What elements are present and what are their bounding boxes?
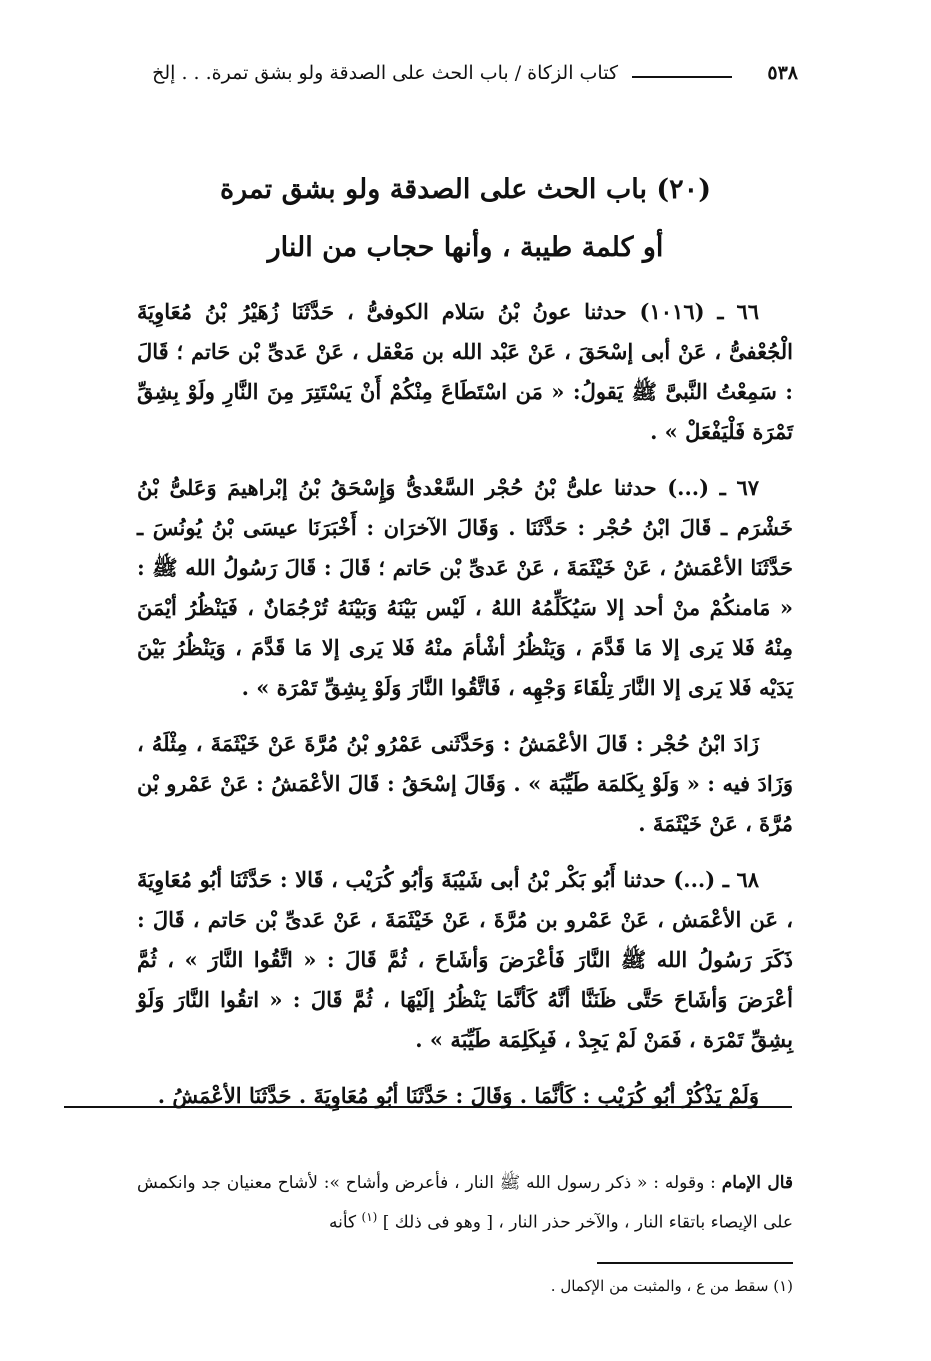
footnote-reference: (١): [361, 1210, 378, 1224]
hadith-body: [137, 292, 793, 1132]
footnote: (١) سقط من ع ، والمثبت من الإكمال .: [550, 1277, 793, 1295]
chapter-title-line-1: (٢٠) باب الحث على الصدقة ولو بشق تمرة: [220, 174, 711, 205]
hadith-68-closing: وَلَمْ يَذْكُرْ أبُو كُرَيْب : كَأنَّمَا . وَقَالَ : حَدَّثَنَا أبُو مُعَاوِيَةَ . حَدَّثَنَا الأعْمَشُ .: [157, 1083, 759, 1108]
commentary-text: : وقوله : « ذكر رسول الله ﷺ النار ، فأعرض وأشاح »: لأشاح معنيان جد وانكمش على الإيصاء باتقاء النار ، والآخر حذر النار ، [ وهو فى ذلك ]: [137, 1173, 793, 1233]
hadith-66: ٦٦ ـ (١٠١٦) حدثنا عونُ بْنُ سَلام الكوفىُّ ، حَدَّثَنَا زُهَيْرُ بْنُ مُعَاوِيَةَ الْجُعْفىُّ ، عَنْ أبى إسْحَقَ ، عَنْ عَبْد الله بن مَعْقل ، عَنْ عَدىِّ بْن حَاتم ؛ قَالَ : سَمِعْتُ النَّبىَّ ﷺ يَقولُ: « مَن اسْتَطَاعَ مِنْكُمْ أَنْ يَسْتَتِرَ مِنَ النَّارِ ولَوْ بِشِقِّ تَمْرَة فَلْيَفْعَلْ » .: [137, 299, 793, 444]
commentary-label: قال الإمام: [721, 1173, 793, 1193]
hadith-67: ٦٧ ـ (...) حدثنا علىُّ بْنُ حُجْر السَّعْدىُّ وَإِسْحَقُ بْنُ إبْراهيمَ وَعَلىُّ بْنُ خَشْرَم ـ قَالَ ابْنُ حُجْر : حَدَّثَنَا . وَقَالَ الآخرَان : أَخْبَرَنَا عيسَى بْنُ يُونُسَ ـ حَدَّثَنَا الأعْمَشُ ، عَنْ خَيْثَمَةَ ، عَنْ عَدىِّ بْن حَاتم ؛ قَالَ : قَالَ رَسُولُ الله ﷺ : « مَامنكُمْ منْ أحد إلا سَيُكَلِّمُهُ اللهُ ، لَيْس بَيْنَهُ وَبَيْنَهُ تُرْجُمَانٌ ، فَيَنْظُرُ أيْمَنَ مِنْهُ فَلا يَرى إلا مَا قَدَّمَ ، وَيَنْظُرُ أشْأمَ منْهُ فَلا يَرى إلا مَا قَدَّمَ ، وَيَنْظُرُ بَيْنَ يَدَيْه فَلا يَرى إلا النَّارَ تِلْقَاءَ وَجْهِه ، فَاتَّقُوا النَّارَ وَلَوْ بِشِقِّ تَمْرَة » .: [137, 475, 793, 700]
header-rule: [632, 76, 732, 78]
chapter-title-line-2: أو كلمة طيبة ، وأنها حجاب من النار: [267, 232, 664, 263]
footnote-rule: [597, 1262, 793, 1264]
page-number: ٥٣٨: [767, 62, 798, 84]
hadith-68: ٦٨ ـ (...) حدثنا أَبُو بَكْر بْنُ أبى شَيْبَةَ وَأبُو كُرَيْب ، قَالا : حَدَّثَنَا أبُو مُعَاوِيَةَ ، عَن الأعْمَش ، عَنْ عَمْرو بن مُرَّةَ ، عَنْ خَيْثَمَةَ ، عَنْ عَدىِّ بْن حَاتم ، قَالَ : ذَكَرَ رَسُولُ الله ﷺ النَّارَ فَأعْرَضَ وَأشَاحَ ، ثُمَّ قَالَ : « اتَّقُوا النَّارَ » ، ثُمَّ أعْرَضَ وَأشَاحَ حَتَّى ظَنَنَّا أنَّهُ كَأنَّمَا يَنْظُرُ إلَيْهَا ، ثُمَّ قَالَ : « اتقُوا النَّارَ وَلَوْ بِشِقِّ تَمْرَة ، فَمَنْ لَمْ يَجِدْ ، فَبِكَلِمَة طَيِّبَة » .: [137, 867, 793, 1052]
running-header: [30, 62, 798, 92]
hadith-67-addendum: زَادَ ابْنُ حُجْر : قَالَ الأعْمَشُ : وَحَدَّثَنى عَمْرُو بْنُ مُرَّةَ عَنْ خَيْثَمَةَ ، مِثْلَهُ ، وَزَادَ فيه : « وَلَوْ بِكَلمَة طَيِّبَة » . وَقَالَ إسْحَقُ : قَالَ الأعْمَشُ : عَنْ عَمْرو بْن مُرَّةَ ، عَنْ خَيْثَمَةَ .: [137, 731, 793, 836]
commentary-text-end: كأنه: [328, 1212, 357, 1233]
running-title: كتاب الزكاة / باب الحث على الصدقة ولو بشق تمرة. . . إلخ: [152, 62, 618, 84]
commentary-divider: [64, 1106, 792, 1108]
commentary: [137, 1166, 793, 1240]
